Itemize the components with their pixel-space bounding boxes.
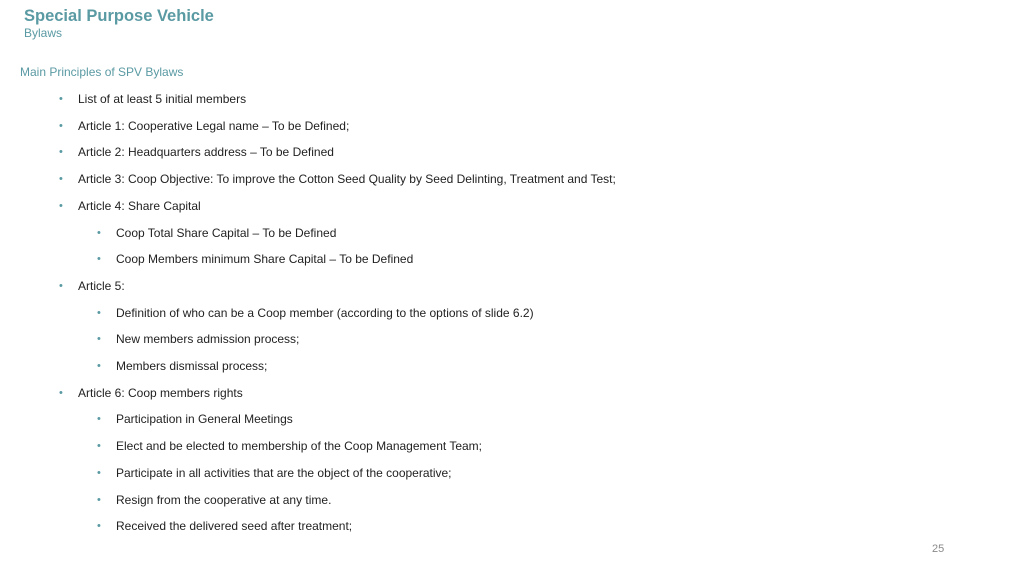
list-item [97, 439, 482, 454]
list-item-text: List of at least 5 initial members [78, 92, 247, 106]
slide-title: Special Purpose Vehicle [24, 7, 214, 25]
list-item-text: Article 6: Coop members rights [78, 385, 243, 400]
list-item [97, 519, 353, 534]
list-item [59, 92, 247, 106]
bullet-icon: • [59, 173, 63, 186]
bullet-icon: • [97, 360, 101, 372]
list-item-text: Article 5: [78, 278, 125, 293]
list-item-text: Participation in General Meetings [116, 412, 293, 427]
list-item [59, 385, 243, 400]
list-item [97, 332, 300, 347]
bullet-icon: • [97, 493, 101, 506]
bullet-icon: • [97, 466, 101, 479]
slide-subtitle: Bylaws [24, 26, 63, 40]
list-item [97, 359, 268, 373]
bullet-icon: • [97, 520, 101, 533]
bullet-icon: • [59, 199, 63, 212]
list-item-text: New members admission process; [116, 332, 300, 347]
list-item-text: Received the delivered seed after treatment; [116, 519, 353, 534]
list-item [59, 145, 334, 160]
list-item-text: Coop Total Share Capital – To be Defined [116, 225, 337, 240]
list-item-text: Article 1: Cooperative Legal name – To be Defined; [78, 118, 350, 133]
list-item [97, 225, 337, 240]
section-heading: Main Principles of SPV Bylaws [20, 65, 184, 79]
bullet-icon: • [97, 440, 101, 453]
list-item [97, 252, 414, 267]
bullet-icon: • [97, 253, 101, 266]
bullet-icon: • [59, 279, 63, 292]
list-item-text: Article 3: Coop Objective: To improve the Cotton Seed Quality by Seed Delinting, Treatment and Test; [78, 172, 616, 187]
list-item [59, 118, 350, 133]
list-item-text: Elect and be elected to membership of the Coop Management Team; [116, 439, 482, 454]
list-item [59, 198, 201, 213]
bullet-icon: • [97, 413, 101, 426]
list-item [59, 172, 616, 187]
bullet-icon: • [97, 226, 101, 239]
list-item [97, 305, 534, 320]
list-item [59, 278, 125, 293]
bullet-icon: • [59, 119, 63, 132]
list-item-text: Participate in all activities that are the object of the cooperative; [116, 465, 452, 480]
list-item-text: Article 4: Share Capital [78, 198, 201, 213]
list-item-text: Members dismissal process; [116, 359, 268, 373]
list-item-text: Definition of who can be a Coop member (according to the options of slide 6.2) [116, 305, 534, 320]
bullet-icon: • [97, 306, 101, 319]
bullet-icon: • [97, 333, 101, 346]
page-number: 25 [932, 543, 945, 555]
list-item [97, 465, 452, 480]
bullet-icon: • [59, 386, 63, 399]
list-item [97, 412, 293, 427]
list-item [97, 492, 332, 507]
list-item-text: Article 2: Headquarters address – To be Defined [78, 145, 334, 160]
list-item-text: Resign from the cooperative at any time. [116, 492, 332, 507]
bullet-icon: • [59, 146, 63, 159]
bullet-icon: • [59, 93, 63, 105]
list-item-text: Coop Members minimum Share Capital – To be Defined [116, 252, 414, 267]
